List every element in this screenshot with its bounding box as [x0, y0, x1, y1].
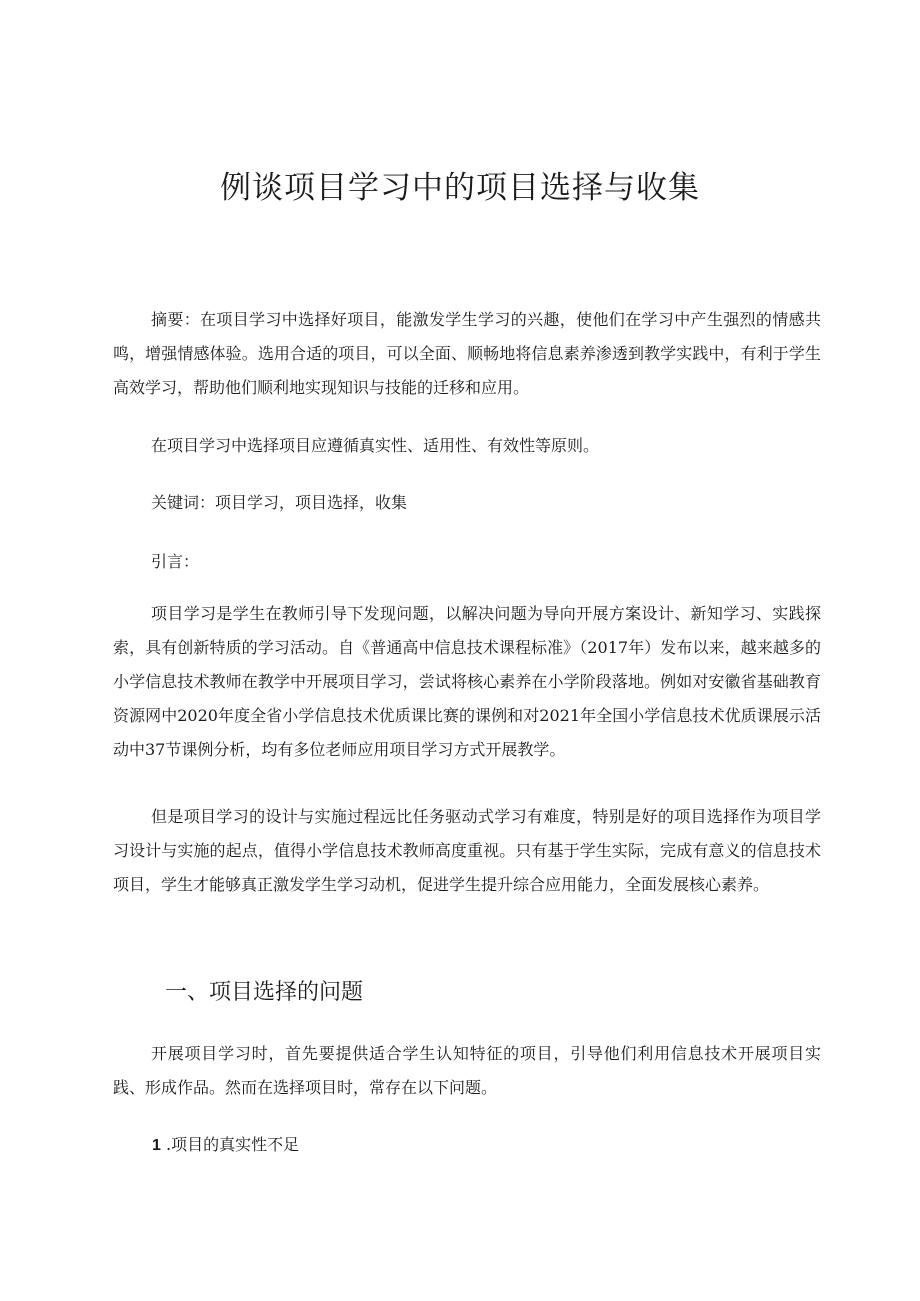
- subsection-heading-1: [152, 1128, 299, 1163]
- intro-paragraph-2: 但是项目学习的设计与实施过程远比任务驱动式学习有难度，特别是好的项目选择作为项目学习设计与实施的起点，值得小学信息技术教师高度重视。只有基于学生实际，完成有意义的信息技术项目，学生才能够真正激发学生学习动机，促进学生提升综合应用能力，全面发展核心素养。: [113, 807, 821, 894]
- subsection-number: 1: [152, 1137, 161, 1154]
- intro-label: 引言：: [151, 552, 200, 571]
- intro-paragraph-1: 项目学习是学生在教师引导下发现问题，以解决问题为导向开展方案设计、新知学习、实践探索，具有创新特质的学习活动。自《普通高中信息技术课程标准》（2017年）发布以来，越来越多的小学信息技术教师在教学中开展项目学习，尝试将核心素养在小学阶段落地。例如对安徽省基础教育资源网中2020年度全省小学信息技术优质课比赛的课例和对2021年全国小学信息技术优质课展示活动中37节课例分析，均有多位老师应用项目学习方式开展教学。: [113, 604, 821, 759]
- section-heading-1: 一、项目选择的问题: [165, 980, 364, 1005]
- section1-paragraph-1: 开展项目学习时，首先要提供适合学生认知特征的项目，引导他们利用信息技术开展项目实践、形成作品。然而在选择项目时，常存在以下问题。: [113, 1044, 821, 1097]
- subsection-title: .项目的真实性不足: [160, 1135, 300, 1154]
- keywords-line: 关键词：项目学习，项目选择，收集: [151, 493, 408, 512]
- document-title: 例谈项目学习中的项目选择与收集: [220, 170, 700, 206]
- principle-paragraph: 在项目学习中选择项目应遵循真实性、适用性、有效性等原则。: [151, 436, 600, 455]
- abstract-paragraph: 摘要：在项目学习中选择好项目，能激发学生学习的兴趣，使他们在学习中产生强烈的情感共鸣，增强情感体验。选用合适的项目，可以全面、顺畅地将信息素养渗透到教学实践中，有利于学生高效学习，帮助他们顺利地实现知识与技能的迁移和应用。: [113, 310, 821, 397]
